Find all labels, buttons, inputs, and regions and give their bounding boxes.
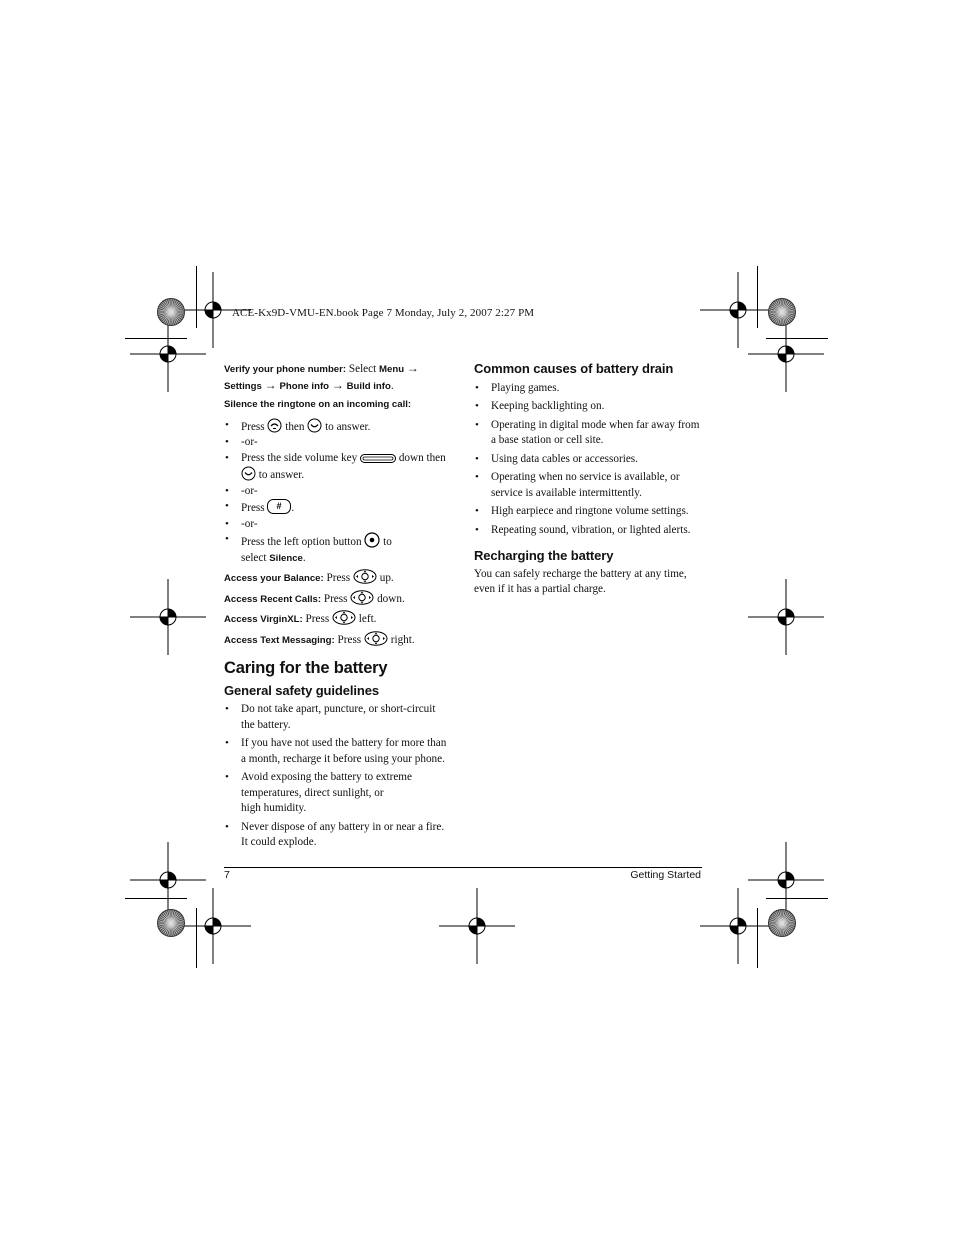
silence-options-list xyxy=(224,418,456,567)
list-item: • If you have not used the battery for more than a month, recharge it before using your phone. xyxy=(224,736,456,767)
left-column xyxy=(224,361,456,851)
navigation-key-icon xyxy=(332,610,356,625)
navigation-key-icon xyxy=(364,631,388,646)
battery-drain-list xyxy=(474,381,706,539)
registration-mark-icon xyxy=(128,577,208,657)
list-item: • Using data cables or accessories. xyxy=(474,452,706,468)
registration-mark-icon xyxy=(437,886,517,966)
battery-drain-heading: Common causes of battery drain xyxy=(474,361,674,376)
registration-mark-icon xyxy=(698,886,778,966)
list-item: • Never dispose of any battery in or near a fire. It could explode. xyxy=(224,820,456,851)
list-item: • Press then to answer. xyxy=(224,418,456,436)
recharging-text: You can safely recharge the battery at any time, even if it has a partial charge. xyxy=(474,567,687,595)
star-target-icon xyxy=(156,908,186,938)
access-text-messaging: Access Text Messaging: Press right. xyxy=(224,631,456,649)
registration-mark-icon xyxy=(746,577,826,657)
navigation-key-icon xyxy=(353,569,377,584)
list-item: • Playing games. xyxy=(474,381,706,397)
list-item: • Avoid exposing the battery to extreme temperatures, direct sunlight, or high humidity. xyxy=(224,770,456,817)
verify-phone-number: Verify your phone number: Select Menu → Settings → Phone info → Build info. xyxy=(224,361,419,392)
list-item: • Press the side volume key down then to answer. xyxy=(224,451,456,484)
page-slug: ACE-Kx9D-VMU-EN.book Page 7 Monday, July 2, 2007 2:27 PM xyxy=(232,307,535,319)
pound-key-icon xyxy=(267,499,291,514)
access-balance: Access your Balance: Press up. xyxy=(224,569,456,587)
silence-ringtone-heading: Silence the ringtone on an incoming call: xyxy=(224,399,412,410)
end-key-icon xyxy=(307,418,322,433)
list-item: • Press the left option button to select Silence. xyxy=(224,532,456,566)
list-item: • Press # . xyxy=(224,499,456,517)
or-separator: • -or- xyxy=(224,517,456,533)
list-item: • Operating when no service is available, or service is available intermittently. xyxy=(474,470,706,501)
access-virginxl: Access VirginXL: Press left. xyxy=(224,610,456,628)
list-item: • Repeating sound, vibration, or lighted alerts. xyxy=(474,523,706,539)
section-name: Getting Started xyxy=(630,869,701,881)
general-safety-list xyxy=(224,702,456,851)
left-option-button-icon xyxy=(364,532,380,548)
list-item: • Operating in digital mode when far away from a base station or cell site. xyxy=(474,418,706,449)
star-target-icon xyxy=(156,297,186,327)
access-recent-calls: Access Recent Calls: Press down. xyxy=(224,590,456,608)
recharging-heading: Recharging the battery xyxy=(474,548,614,563)
footer-rule xyxy=(224,867,702,868)
page-number: 7 xyxy=(224,869,230,881)
star-target-icon xyxy=(767,908,797,938)
navigation-key-icon xyxy=(350,590,374,605)
list-item: • Do not take apart, puncture, or short-circuit the battery. xyxy=(224,702,456,733)
list-item: • High earpiece and ringtone volume settings. xyxy=(474,504,706,520)
send-key-icon xyxy=(267,418,282,433)
end-key-icon xyxy=(241,466,256,481)
caring-for-battery-heading: Caring for the battery xyxy=(224,659,388,677)
side-volume-key-icon xyxy=(360,453,396,464)
or-separator: • -or- xyxy=(224,435,456,451)
access-shortcuts xyxy=(224,569,456,648)
right-column xyxy=(474,361,706,598)
svg-text:#: # xyxy=(276,501,282,511)
general-safety-heading: General safety guidelines xyxy=(224,682,380,698)
list-item: • Keeping backlighting on. xyxy=(474,399,706,415)
star-target-icon xyxy=(767,297,797,327)
or-separator: • -or- xyxy=(224,484,456,500)
